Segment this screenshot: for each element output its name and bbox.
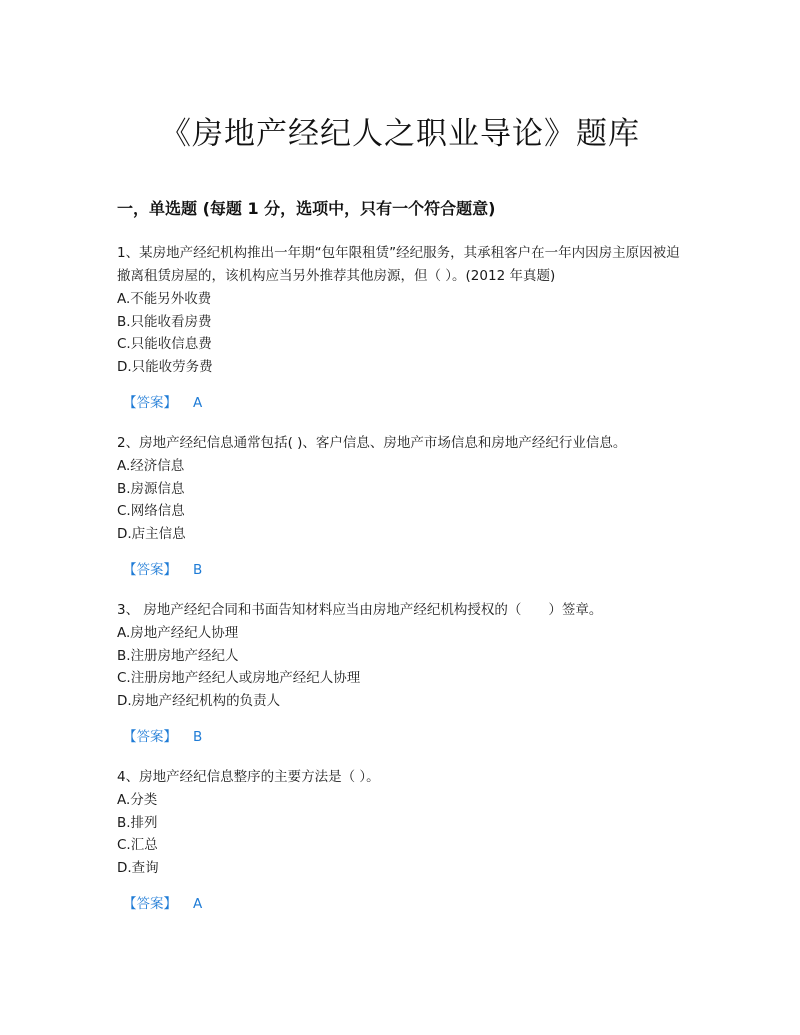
answer-label: 【答案】 xyxy=(123,562,177,578)
option-d: D.房地产经纪机构的负责人 xyxy=(117,692,281,709)
answer-value: B xyxy=(193,562,203,578)
answer-label: 【答案】 xyxy=(123,395,177,411)
answer-line xyxy=(123,559,687,583)
question-text: 4、房地产经纪信息整序的主要方法是（ ）。 xyxy=(117,769,380,785)
answer-value: B xyxy=(193,729,203,745)
option-b: B.注册房地产经纪人 xyxy=(117,647,239,664)
question-text: 2、房地产经纪信息通常包括( )、客户信息、房地产市场信息和房地产经纪行业信息。 xyxy=(117,435,627,451)
option-a: A.房地产经纪人协理 xyxy=(117,625,239,641)
answer-line xyxy=(123,893,687,917)
option-c: C.注册房地产经纪人或房地产经纪人协理 xyxy=(117,670,361,686)
option-a: A.不能另外收费 xyxy=(117,291,212,307)
option-b: B.房源信息 xyxy=(117,480,185,497)
question-item xyxy=(117,599,687,750)
option-a: A.经济信息 xyxy=(117,458,185,474)
option-c: C.网络信息 xyxy=(117,503,185,519)
section-heading: 一，单选题 (每题 1 分，选项中，只有一个符合题意) xyxy=(117,199,496,218)
option-c: C.只能收信息费 xyxy=(117,336,212,352)
document-title: 《房地产经纪人之职业导论》题库 xyxy=(160,116,640,152)
question-text: 1、某房地产经纪机构推出一年期“包年限租赁”经纪服务，其承租客户在一年内因房主原因被迫撤离租赁房屋的，该机构应当另外推荐其他房源，但（ ）。(2012 年真题) xyxy=(117,245,680,284)
option-d: D.只能收劳务费 xyxy=(117,358,213,375)
answer-value: A xyxy=(193,896,203,912)
question-list xyxy=(117,242,687,917)
answer-line xyxy=(123,726,687,750)
option-d: D.查询 xyxy=(117,859,159,876)
answer-line xyxy=(123,392,687,416)
answer-label: 【答案】 xyxy=(123,729,177,745)
answer-label: 【答案】 xyxy=(123,896,177,912)
option-a: A.分类 xyxy=(117,792,158,808)
question-item xyxy=(117,432,687,583)
answer-value: A xyxy=(193,395,203,411)
option-d: D.店主信息 xyxy=(117,525,186,542)
option-b: B.排列 xyxy=(117,814,158,831)
option-b: B.只能收看房费 xyxy=(117,313,212,330)
question-item xyxy=(117,766,687,917)
question-text: 3、 房地产经纪合同和书面告知材料应当由房地产经纪机构授权的（ ）签章。 xyxy=(117,602,603,618)
option-c: C.汇总 xyxy=(117,837,158,853)
question-item xyxy=(117,242,687,416)
